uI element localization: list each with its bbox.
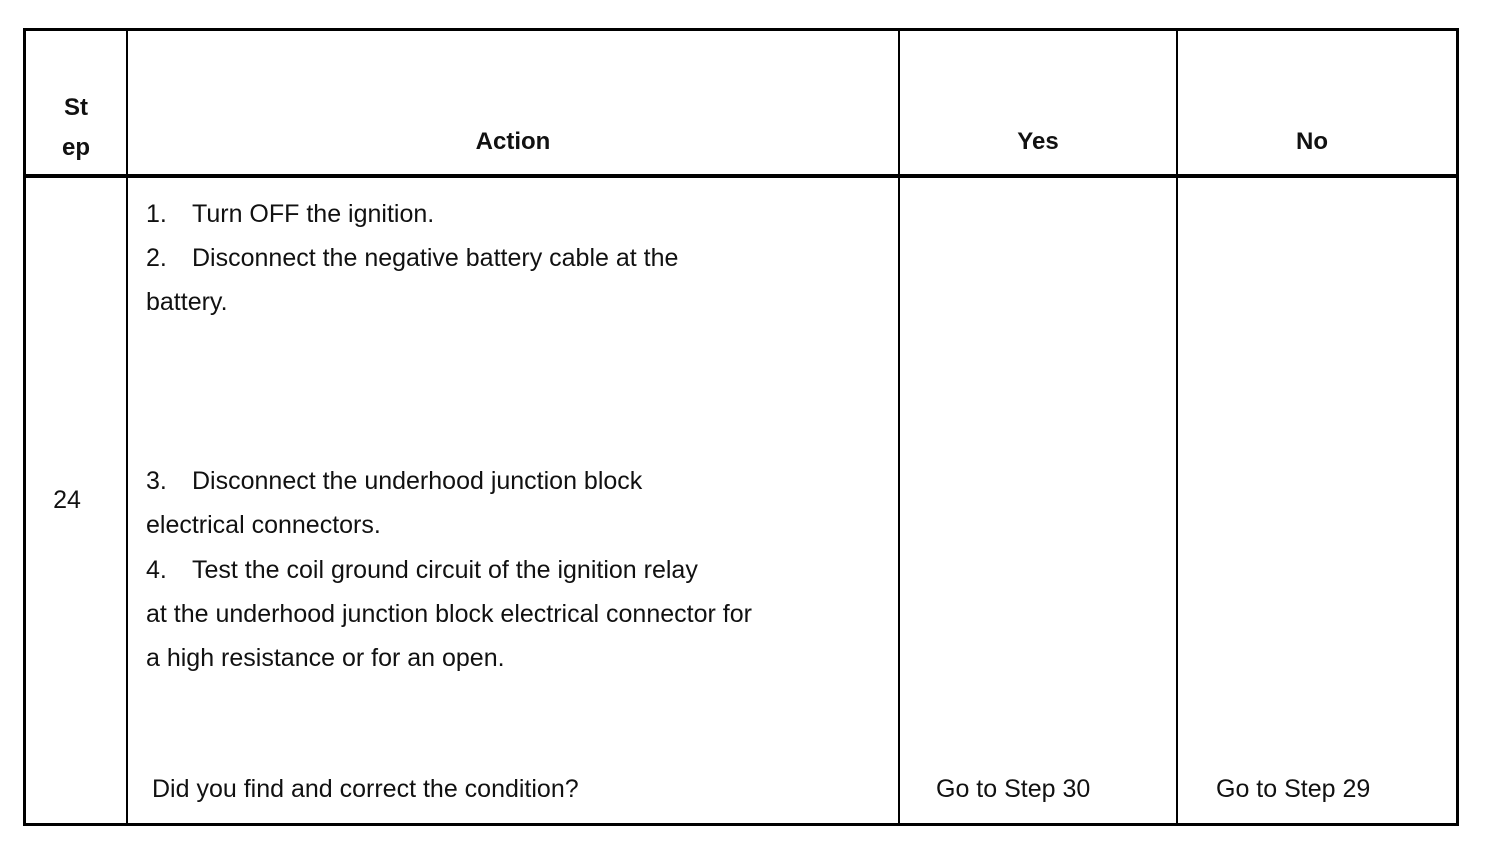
action-item-text: Turn OFF the ignition. [192, 200, 435, 228]
action-item-2 [146, 236, 678, 324]
header-action: Action [475, 128, 551, 155]
header-step-line1: St [64, 94, 88, 121]
header-yes: Yes [1017, 128, 1059, 155]
header-no: No [1296, 128, 1328, 155]
step-number: 24 [53, 486, 81, 514]
action-item-number: 2. [146, 244, 167, 272]
action-item-3 [146, 459, 642, 547]
action-item-number: 3. [146, 467, 167, 495]
question-text: Did you find and correct the condition? [152, 775, 579, 803]
header-step-line2: ep [61, 134, 90, 161]
header-divider [23, 174, 1459, 178]
header-step [26, 88, 126, 168]
action-item-4 [146, 548, 752, 680]
yes-result: Go to Step 30 [936, 775, 1091, 803]
action-item-continuation: electrical connectors. [146, 511, 381, 539]
action-item-1 [146, 192, 434, 236]
no-result: Go to Step 29 [1216, 775, 1371, 803]
action-item-text: Disconnect the negative battery cable at the [192, 244, 679, 272]
action-item-continuation: at the underhood junction block electrical connector for [146, 600, 752, 628]
action-item-text: Disconnect the underhood junction block [192, 467, 643, 495]
action-item-text: Test the coil ground circuit of the ignition relay [192, 556, 698, 584]
action-item-number: 4. [146, 556, 167, 584]
action-item-number: 1. [146, 200, 167, 228]
action-item-continuation: battery. [146, 288, 228, 316]
action-item-continuation: a high resistance or for an open. [146, 644, 505, 672]
